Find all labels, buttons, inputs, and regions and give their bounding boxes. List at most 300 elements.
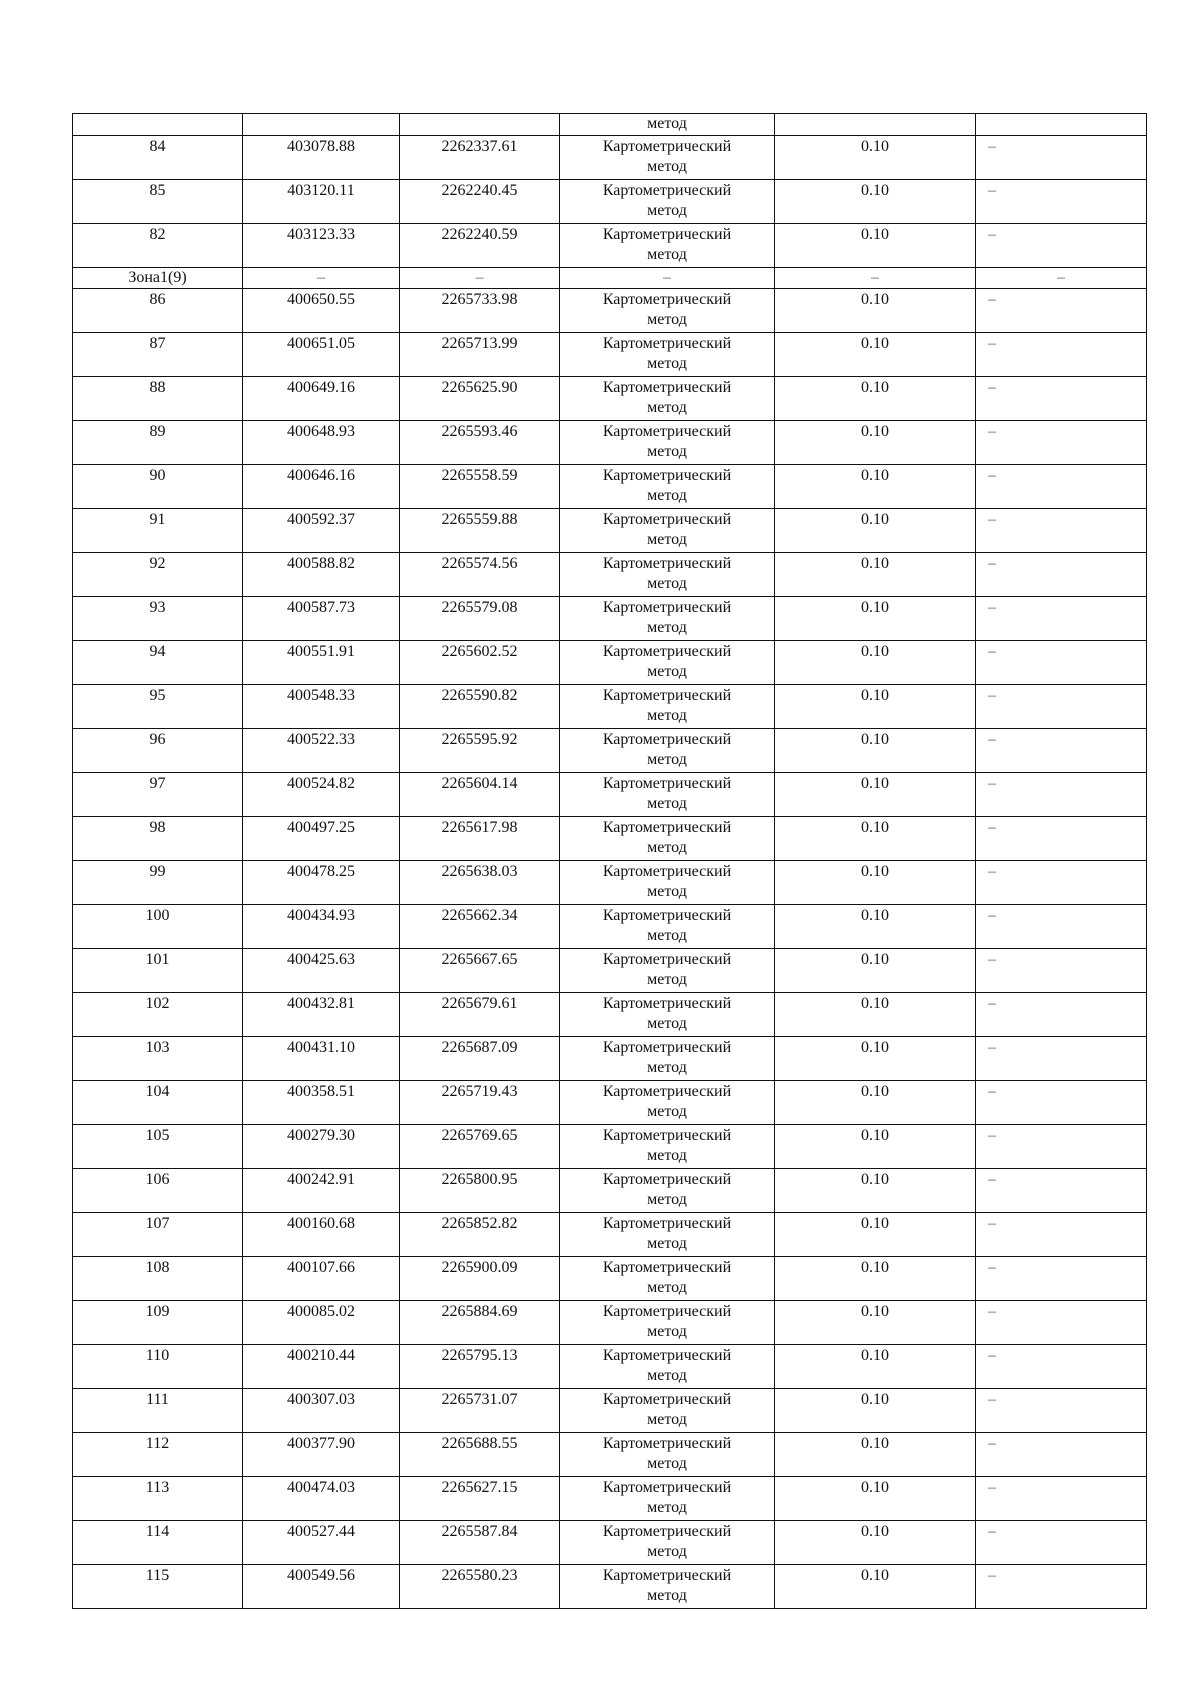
table-row [73, 1125, 1147, 1169]
y-coordinate-cell: 2265627.15 [400, 1477, 560, 1521]
note-cell: – [976, 817, 1147, 861]
point-number-cell: 115 [73, 1565, 243, 1609]
table-row [73, 1301, 1147, 1345]
method-line-2: метод [647, 246, 687, 263]
point-number-cell: 102 [73, 993, 243, 1037]
note-cell: – [976, 180, 1147, 224]
note-cell [976, 114, 1147, 136]
accuracy-cell: 0.10 [775, 1257, 976, 1301]
coordinates-table [72, 113, 1147, 1609]
y-coordinate-cell: 2265733.98 [400, 289, 560, 333]
x-coordinate-cell: 403078.88 [243, 136, 400, 180]
point-number-cell: 88 [73, 377, 243, 421]
table-row [73, 180, 1147, 224]
x-coordinate-cell: 400160.68 [243, 1213, 400, 1257]
y-coordinate-cell: 2262240.45 [400, 180, 560, 224]
method-cell [560, 949, 775, 993]
note-cell: – [976, 1125, 1147, 1169]
y-coordinate-cell: 2265719.43 [400, 1081, 560, 1125]
method-line-1: Картометрический [602, 1259, 732, 1276]
note-cell: – [976, 1389, 1147, 1433]
x-coordinate-cell: 400434.93 [243, 905, 400, 949]
point-number-cell: 107 [73, 1213, 243, 1257]
x-coordinate-cell: 400377.90 [243, 1433, 400, 1477]
y-coordinate-cell: 2265574.56 [400, 553, 560, 597]
note-cell: – [976, 509, 1147, 553]
method-line-2: метод [647, 707, 687, 724]
x-coordinate-cell: 400524.82 [243, 773, 400, 817]
method-line-2: метод [647, 751, 687, 768]
accuracy-cell: 0.10 [775, 1169, 976, 1213]
table-row [73, 1521, 1147, 1565]
point-number-cell: 95 [73, 685, 243, 729]
note-cell: – [976, 1213, 1147, 1257]
method-line-2: метод [647, 1235, 687, 1252]
method-line-2: метод [647, 1411, 687, 1428]
method-cell [560, 289, 775, 333]
x-coordinate-cell: 400551.91 [243, 641, 400, 685]
method-line-1: Картометрический [602, 379, 732, 396]
x-coordinate-cell: 403123.33 [243, 224, 400, 268]
x-coordinate-cell: 400588.82 [243, 553, 400, 597]
table-row [73, 465, 1147, 509]
x-coordinate-cell: 400497.25 [243, 817, 400, 861]
note-cell: – [976, 289, 1147, 333]
method-line-1: Картометрический [602, 467, 732, 484]
zone-label-cell: Зона1(9) [73, 268, 243, 289]
method-line-2: метод [647, 1587, 687, 1604]
method-line-1: Картометрический [602, 291, 732, 308]
accuracy-cell: 0.10 [775, 465, 976, 509]
x-coordinate-cell: 403120.11 [243, 180, 400, 224]
point-number-cell: 112 [73, 1433, 243, 1477]
x-coordinate-cell: 400548.33 [243, 685, 400, 729]
point-number-cell: 114 [73, 1521, 243, 1565]
method-line-2: метод [647, 1323, 687, 1340]
note-cell: – [976, 1477, 1147, 1521]
point-number-cell: 105 [73, 1125, 243, 1169]
note-cell: – [976, 1565, 1147, 1609]
method-line-1: Картометрический [602, 819, 732, 836]
method-line-1: Картометрический [602, 511, 732, 528]
accuracy-cell: 0.10 [775, 641, 976, 685]
y-coordinate-cell: 2265688.55 [400, 1433, 560, 1477]
y-coordinate-cell: 2265900.09 [400, 1257, 560, 1301]
method-cell [560, 1037, 775, 1081]
note-cell: – [976, 333, 1147, 377]
method-line-2: метод [647, 399, 687, 416]
accuracy-cell: 0.10 [775, 1345, 976, 1389]
point-number-cell: 92 [73, 553, 243, 597]
table-row [73, 1345, 1147, 1389]
accuracy-cell: 0.10 [775, 949, 976, 993]
x-coordinate-cell: 400432.81 [243, 993, 400, 1037]
point-number-cell: 93 [73, 597, 243, 641]
point-number-cell: 111 [73, 1389, 243, 1433]
method-line-2: метод [647, 202, 687, 219]
method-cell [560, 905, 775, 949]
method-line-1: Картометрический [602, 555, 732, 572]
y-coordinate-cell: – [400, 268, 560, 289]
accuracy-cell: 0.10 [775, 1389, 976, 1433]
accuracy-cell: 0.10 [775, 1477, 976, 1521]
x-coordinate-cell: 400474.03 [243, 1477, 400, 1521]
note-cell: – [976, 377, 1147, 421]
method-line-1: Картометрический [602, 423, 732, 440]
accuracy-cell: 0.10 [775, 377, 976, 421]
method-cell [560, 509, 775, 553]
table-row [73, 421, 1147, 465]
table-row [73, 773, 1147, 817]
method-line-1: Картометрический [602, 1567, 732, 1584]
accuracy-cell: 0.10 [775, 1125, 976, 1169]
method-line-1: Картометрический [602, 138, 732, 155]
note-cell: – [976, 641, 1147, 685]
method-cell: метод [560, 114, 775, 136]
accuracy-cell: 0.10 [775, 993, 976, 1037]
point-number-cell: 96 [73, 729, 243, 773]
point-number-cell: 86 [73, 289, 243, 333]
point-number-cell: 104 [73, 1081, 243, 1125]
x-coordinate-cell: 400522.33 [243, 729, 400, 773]
method-line-1: Картометрический [602, 731, 732, 748]
y-coordinate-cell: 2265559.88 [400, 509, 560, 553]
method-line-1: Картометрический [602, 1171, 732, 1188]
method-cell [560, 421, 775, 465]
table-row [73, 1477, 1147, 1521]
point-number-cell: 82 [73, 224, 243, 268]
method-line-2: метод [647, 663, 687, 680]
accuracy-cell [775, 114, 976, 136]
continuation-row [73, 114, 1147, 136]
method-line-2: метод [647, 1059, 687, 1076]
x-coordinate-cell: 400646.16 [243, 465, 400, 509]
method-line-1: Картометрический [602, 1523, 732, 1540]
note-cell: – [976, 268, 1147, 289]
method-line-1: Картометрический [602, 1303, 732, 1320]
method-line-1: Картометрический [602, 182, 732, 199]
table-row [73, 1169, 1147, 1213]
method-line-2: метод [647, 619, 687, 636]
table-row [73, 949, 1147, 993]
note-cell: – [976, 1081, 1147, 1125]
method-cell [560, 1257, 775, 1301]
x-coordinate-cell: 400587.73 [243, 597, 400, 641]
method-cell [560, 993, 775, 1037]
accuracy-cell: 0.10 [775, 1301, 976, 1345]
point-number-cell: 109 [73, 1301, 243, 1345]
method-line-2: метод [647, 1191, 687, 1208]
y-coordinate-cell: 2265595.92 [400, 729, 560, 773]
accuracy-cell: 0.10 [775, 685, 976, 729]
y-coordinate-cell [400, 114, 560, 136]
x-coordinate-cell: 400307.03 [243, 1389, 400, 1433]
point-number-cell: 87 [73, 333, 243, 377]
method-cell [560, 1521, 775, 1565]
point-number-cell: 110 [73, 1345, 243, 1389]
method-line-2: метод [647, 487, 687, 504]
note-cell: – [976, 465, 1147, 509]
method-cell [560, 685, 775, 729]
method-line-1: Картометрический [602, 1435, 732, 1452]
method-cell [560, 465, 775, 509]
accuracy-cell: – [775, 268, 976, 289]
note-cell: – [976, 553, 1147, 597]
method-cell [560, 1565, 775, 1609]
accuracy-cell: 0.10 [775, 861, 976, 905]
table-row [73, 729, 1147, 773]
method-cell [560, 553, 775, 597]
method-cell [560, 1213, 775, 1257]
note-cell: – [976, 905, 1147, 949]
table-row [73, 509, 1147, 553]
point-number-cell: 90 [73, 465, 243, 509]
x-coordinate-cell: 400242.91 [243, 1169, 400, 1213]
table-row [73, 289, 1147, 333]
accuracy-cell: 0.10 [775, 817, 976, 861]
note-cell: – [976, 949, 1147, 993]
method-cell [560, 1389, 775, 1433]
method-line-2: метод [647, 1499, 687, 1516]
accuracy-cell: 0.10 [775, 597, 976, 641]
method-line-2: метод [647, 1103, 687, 1120]
accuracy-cell: 0.10 [775, 1081, 976, 1125]
accuracy-cell: 0.10 [775, 773, 976, 817]
y-coordinate-cell: 2265602.52 [400, 641, 560, 685]
y-coordinate-cell: 2265667.65 [400, 949, 560, 993]
note-cell: – [976, 1345, 1147, 1389]
method-line-2: метод [647, 839, 687, 856]
note-cell: – [976, 1433, 1147, 1477]
method-cell [560, 377, 775, 421]
note-cell: – [976, 685, 1147, 729]
note-cell: – [976, 1037, 1147, 1081]
method-line-1: Картометрический [602, 1039, 732, 1056]
method-line-1: Картометрический [602, 951, 732, 968]
method-line-2: метод [647, 1367, 687, 1384]
method-line-1: Картометрический [602, 226, 732, 243]
y-coordinate-cell: 2265679.61 [400, 993, 560, 1037]
note-cell: – [976, 773, 1147, 817]
accuracy-cell: 0.10 [775, 136, 976, 180]
note-cell: – [976, 861, 1147, 905]
point-number-cell: 85 [73, 180, 243, 224]
table-row [73, 1433, 1147, 1477]
method-line-2: метод [647, 158, 687, 175]
y-coordinate-cell: 2265604.14 [400, 773, 560, 817]
zone-header-row [73, 268, 1147, 289]
method-cell [560, 224, 775, 268]
y-coordinate-cell: 2265579.08 [400, 597, 560, 641]
accuracy-cell: 0.10 [775, 1565, 976, 1609]
method-line-1: Картометрический [602, 995, 732, 1012]
table-row [73, 136, 1147, 180]
method-cell [560, 1433, 775, 1477]
method-cell [560, 729, 775, 773]
x-coordinate-cell: 400650.55 [243, 289, 400, 333]
method-cell [560, 597, 775, 641]
table-row [73, 1081, 1147, 1125]
note-cell: – [976, 136, 1147, 180]
note-cell: – [976, 1169, 1147, 1213]
method-line-2: метод [647, 443, 687, 460]
y-coordinate-cell: 2265580.23 [400, 1565, 560, 1609]
table-row [73, 1389, 1147, 1433]
method-cell [560, 136, 775, 180]
x-coordinate-cell: – [243, 268, 400, 289]
method-cell [560, 1477, 775, 1521]
note-cell: – [976, 224, 1147, 268]
x-coordinate-cell: 400107.66 [243, 1257, 400, 1301]
x-coordinate-cell: 400651.05 [243, 333, 400, 377]
method-line-2: метод [647, 1147, 687, 1164]
y-coordinate-cell: 2265795.13 [400, 1345, 560, 1389]
y-coordinate-cell: 2265769.65 [400, 1125, 560, 1169]
note-cell: – [976, 1301, 1147, 1345]
method-cell [560, 861, 775, 905]
table-row [73, 1213, 1147, 1257]
method-cell [560, 1081, 775, 1125]
table-row [73, 333, 1147, 377]
method-line-1: Картометрический [602, 1127, 732, 1144]
y-coordinate-cell: 2265587.84 [400, 1521, 560, 1565]
point-number-cell [73, 114, 243, 136]
table-row [73, 597, 1147, 641]
accuracy-cell: 0.10 [775, 421, 976, 465]
x-coordinate-cell: 400431.10 [243, 1037, 400, 1081]
table-row [73, 905, 1147, 949]
method-line-1: Картометрический [602, 775, 732, 792]
method-cell [560, 773, 775, 817]
accuracy-cell: 0.10 [775, 1521, 976, 1565]
point-number-cell: 98 [73, 817, 243, 861]
x-coordinate-cell [243, 114, 400, 136]
method-line-1: Картометрический [602, 1083, 732, 1100]
method-line-1: Картометрический [602, 1347, 732, 1364]
point-number-cell: 101 [73, 949, 243, 993]
table-row [73, 641, 1147, 685]
method-line-2: метод [647, 971, 687, 988]
method-line-2: метод [647, 883, 687, 900]
accuracy-cell: 0.10 [775, 1037, 976, 1081]
table-row [73, 224, 1147, 268]
method-line-2: метод [647, 1455, 687, 1472]
method-cell [560, 333, 775, 377]
table-row [73, 1257, 1147, 1301]
method-line-2: метод [647, 355, 687, 372]
method-line-1: Картометрический [602, 599, 732, 616]
method-line-2: метод [647, 311, 687, 328]
y-coordinate-cell: 2262240.59 [400, 224, 560, 268]
point-number-cell: 99 [73, 861, 243, 905]
x-coordinate-cell: 400279.30 [243, 1125, 400, 1169]
point-number-cell: 108 [73, 1257, 243, 1301]
method-cell [560, 1125, 775, 1169]
accuracy-cell: 0.10 [775, 289, 976, 333]
point-number-cell: 100 [73, 905, 243, 949]
method-line-2: метод [647, 1543, 687, 1560]
method-line-1: Картометрический [602, 907, 732, 924]
point-number-cell: 113 [73, 1477, 243, 1521]
x-coordinate-cell: 400527.44 [243, 1521, 400, 1565]
x-coordinate-cell: 400210.44 [243, 1345, 400, 1389]
y-coordinate-cell: 2265852.82 [400, 1213, 560, 1257]
method-line-2: метод [647, 795, 687, 812]
table-row [73, 817, 1147, 861]
point-number-cell: 84 [73, 136, 243, 180]
method-line-2: метод [647, 531, 687, 548]
method-cell [560, 1345, 775, 1389]
accuracy-cell: 0.10 [775, 905, 976, 949]
method-line-2: метод [647, 575, 687, 592]
x-coordinate-cell: 400358.51 [243, 1081, 400, 1125]
point-number-cell: 97 [73, 773, 243, 817]
x-coordinate-cell: 400085.02 [243, 1301, 400, 1345]
y-coordinate-cell: 2265558.59 [400, 465, 560, 509]
method-line-1: Картометрический [602, 863, 732, 880]
y-coordinate-cell: 2265884.69 [400, 1301, 560, 1345]
table-row [73, 1565, 1147, 1609]
y-coordinate-cell: 2265625.90 [400, 377, 560, 421]
accuracy-cell: 0.10 [775, 509, 976, 553]
method-cell [560, 1169, 775, 1213]
note-cell: – [976, 421, 1147, 465]
method-cell: – [560, 268, 775, 289]
point-number-cell: 89 [73, 421, 243, 465]
y-coordinate-cell: 2265662.34 [400, 905, 560, 949]
y-coordinate-cell: 2265593.46 [400, 421, 560, 465]
method-line-1: Картометрический [602, 1391, 732, 1408]
y-coordinate-cell: 2265713.99 [400, 333, 560, 377]
method-line-1: Картометрический [602, 643, 732, 660]
note-cell: – [976, 1257, 1147, 1301]
note-cell: – [976, 1521, 1147, 1565]
note-cell: – [976, 597, 1147, 641]
method-line-2: метод [647, 1279, 687, 1296]
accuracy-cell: 0.10 [775, 180, 976, 224]
accuracy-cell: 0.10 [775, 553, 976, 597]
method-line-2: метод [647, 927, 687, 944]
accuracy-cell: 0.10 [775, 1213, 976, 1257]
method-line-1: Картометрический [602, 687, 732, 704]
x-coordinate-cell: 400549.56 [243, 1565, 400, 1609]
x-coordinate-cell: 400425.63 [243, 949, 400, 993]
note-cell: – [976, 993, 1147, 1037]
x-coordinate-cell: 400478.25 [243, 861, 400, 905]
point-number-cell: 103 [73, 1037, 243, 1081]
table-row [73, 553, 1147, 597]
x-coordinate-cell: 400649.16 [243, 377, 400, 421]
method-cell [560, 1301, 775, 1345]
accuracy-cell: 0.10 [775, 729, 976, 773]
method-cell [560, 641, 775, 685]
table-row [73, 861, 1147, 905]
y-coordinate-cell: 2265687.09 [400, 1037, 560, 1081]
y-coordinate-cell: 2265731.07 [400, 1389, 560, 1433]
point-number-cell: 91 [73, 509, 243, 553]
point-number-cell: 106 [73, 1169, 243, 1213]
y-coordinate-cell: 2262337.61 [400, 136, 560, 180]
method-line-1: Картометрический [602, 1215, 732, 1232]
coordinates-table-body [73, 114, 1147, 1609]
table-row [73, 1037, 1147, 1081]
method-cell [560, 817, 775, 861]
x-coordinate-cell: 400592.37 [243, 509, 400, 553]
point-number-cell: 94 [73, 641, 243, 685]
accuracy-cell: 0.10 [775, 1433, 976, 1477]
x-coordinate-cell: 400648.93 [243, 421, 400, 465]
method-line-1: Картометрический [602, 335, 732, 352]
